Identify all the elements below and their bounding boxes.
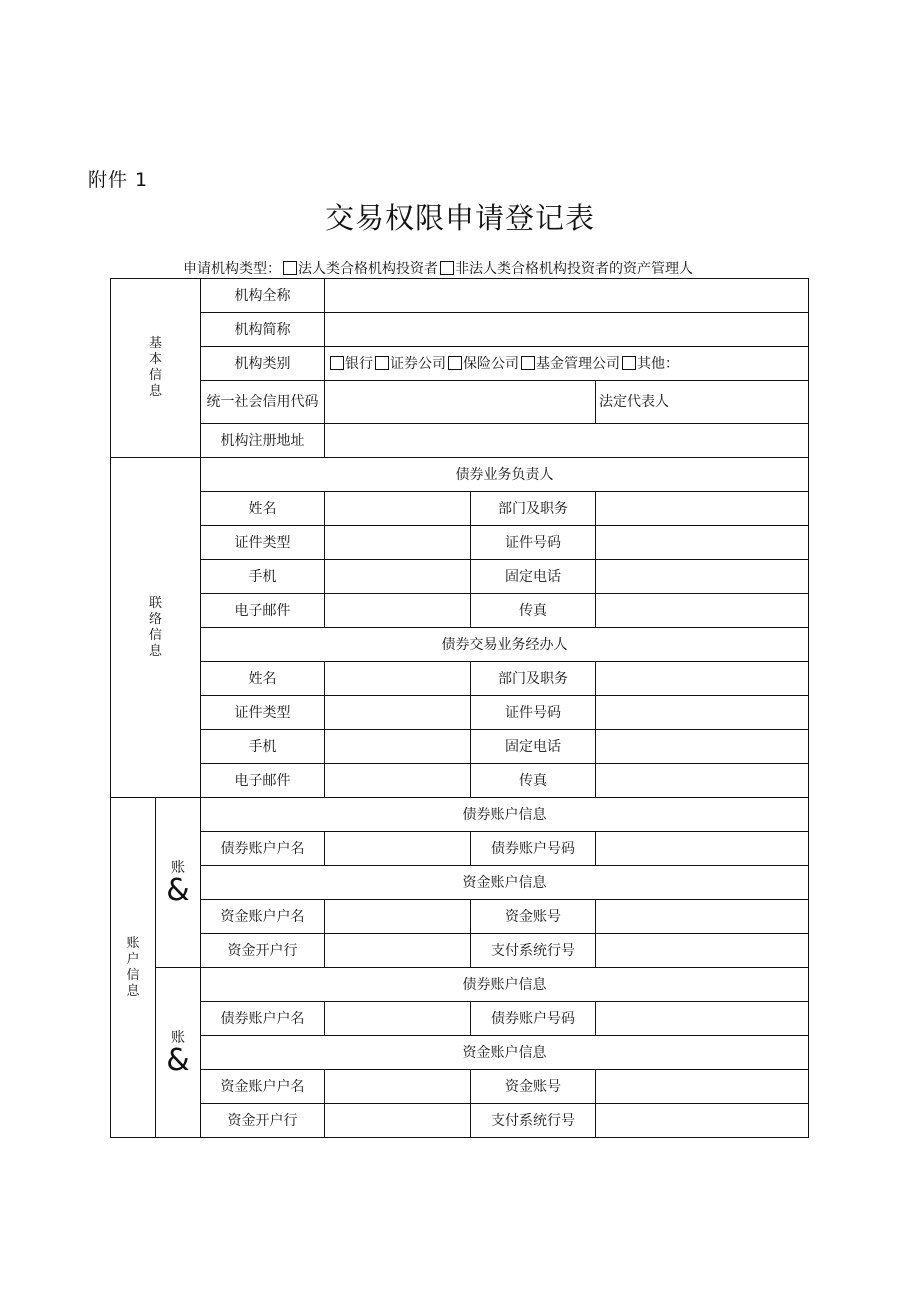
label-name: 姓名 xyxy=(201,662,325,696)
label-fax: 传真 xyxy=(471,594,596,628)
field-bond-account-no-2[interactable] xyxy=(596,1002,809,1036)
field-op-dept[interactable] xyxy=(596,662,809,696)
operator-title: 债券交易业务经办人 xyxy=(201,628,809,662)
field-bank-2[interactable] xyxy=(325,1104,471,1138)
fund-account-title: 资金账户信息 xyxy=(201,1036,809,1070)
label-short-name: 机构简称 xyxy=(201,313,325,347)
field-address[interactable] xyxy=(325,424,809,458)
label-email: 电子邮件 xyxy=(201,594,325,628)
field-op-name[interactable] xyxy=(325,662,471,696)
field-op-id-type[interactable] xyxy=(325,696,471,730)
label-dept: 部门及职务 xyxy=(471,662,596,696)
label-bond-account-no: 债券账户号码 xyxy=(471,832,596,866)
section-account-info: 账户信息 xyxy=(111,798,156,1138)
label-id-type: 证件类型 xyxy=(201,696,325,730)
field-category xyxy=(325,347,809,381)
label-legal-rep: 法定代表人 xyxy=(596,381,809,424)
label-bond-account-name: 债券账户户名 xyxy=(201,832,325,866)
label-payment-no: 支付系统行号 xyxy=(471,934,596,968)
field-op-email[interactable] xyxy=(325,764,471,798)
field-op-phone[interactable] xyxy=(596,730,809,764)
field-fund-account-name-1[interactable] xyxy=(325,900,471,934)
application-form-table xyxy=(110,278,809,1138)
bond-account-title: 债券账户信息 xyxy=(201,798,809,832)
field-resp-mobile[interactable] xyxy=(325,560,471,594)
label-payment-no: 支付系统行号 xyxy=(471,1104,596,1138)
checkbox-fund[interactable] xyxy=(521,356,535,370)
checkbox-securities[interactable] xyxy=(375,356,389,370)
label-id-no: 证件号码 xyxy=(471,696,596,730)
label-fund-account-no: 资金账号 xyxy=(471,1070,596,1104)
fund-account-title: 资金账户信息 xyxy=(201,866,809,900)
application-type-line xyxy=(183,258,693,278)
label-bond-account-no: 债券账户号码 xyxy=(471,1002,596,1036)
label-dept: 部门及职务 xyxy=(471,492,596,526)
field-fund-account-no-2[interactable] xyxy=(596,1070,809,1104)
field-fund-account-name-2[interactable] xyxy=(325,1070,471,1104)
label-bank: 资金开户行 xyxy=(201,934,325,968)
option-nonlegal-manager: 非法人类合格机构投资者的资产管理人 xyxy=(455,261,693,277)
option-insurance: 保险公司 xyxy=(463,355,519,372)
option-legal-investor: 法人类合格机构投资者 xyxy=(298,261,438,277)
field-op-fax[interactable] xyxy=(596,764,809,798)
field-bond-account-name-1[interactable] xyxy=(325,832,471,866)
field-resp-dept[interactable] xyxy=(596,492,809,526)
label-id-type: 证件类型 xyxy=(201,526,325,560)
field-resp-fax[interactable] xyxy=(596,594,809,628)
option-bank: 银行 xyxy=(345,355,373,372)
field-resp-id-no[interactable] xyxy=(596,526,809,560)
field-credit-code[interactable] xyxy=(325,381,596,424)
label-full-name: 机构全称 xyxy=(201,279,325,313)
label-fund-account-name: 资金账户户名 xyxy=(201,900,325,934)
label-mobile: 手机 xyxy=(201,560,325,594)
checkbox-other[interactable] xyxy=(622,356,636,370)
field-short-name[interactable] xyxy=(325,313,809,347)
field-fund-account-no-1[interactable] xyxy=(596,900,809,934)
responsible-person-title: 债券业务负责人 xyxy=(201,458,809,492)
label-fund-account-name: 资金账户户名 xyxy=(201,1070,325,1104)
field-op-id-no[interactable] xyxy=(596,696,809,730)
option-fund: 基金管理公司 xyxy=(536,355,620,372)
label-category: 机构类别 xyxy=(201,347,325,381)
field-op-mobile[interactable] xyxy=(325,730,471,764)
label-bond-account-name: 债券账户户名 xyxy=(201,1002,325,1036)
attachment-label: 附件 1 xyxy=(88,169,149,191)
checkbox-insurance[interactable] xyxy=(448,356,462,370)
checkbox-legal-investor[interactable] xyxy=(283,261,297,275)
label-phone: 固定电话 xyxy=(471,730,596,764)
field-resp-email[interactable] xyxy=(325,594,471,628)
field-full-name[interactable] xyxy=(325,279,809,313)
field-resp-name[interactable] xyxy=(325,492,471,526)
label-id-no: 证件号码 xyxy=(471,526,596,560)
account-group-1-label: 账 & xyxy=(156,798,201,968)
checkbox-nonlegal-manager[interactable] xyxy=(440,261,454,275)
checkbox-bank[interactable] xyxy=(330,356,344,370)
label-phone: 固定电话 xyxy=(471,560,596,594)
field-payment-no-2[interactable] xyxy=(596,1104,809,1138)
label-email: 电子邮件 xyxy=(201,764,325,798)
section-basic-info: 基本信息 xyxy=(111,279,201,458)
field-payment-no-1[interactable] xyxy=(596,934,809,968)
field-resp-id-type[interactable] xyxy=(325,526,471,560)
bond-account-title: 债券账户信息 xyxy=(201,968,809,1002)
label-fund-account-no: 资金账号 xyxy=(471,900,596,934)
account-group-2-label: 账 & xyxy=(156,968,201,1138)
field-bank-1[interactable] xyxy=(325,934,471,968)
label-mobile: 手机 xyxy=(201,730,325,764)
label-address: 机构注册地址 xyxy=(201,424,325,458)
option-securities: 证券公司 xyxy=(390,355,446,372)
label-fax: 传真 xyxy=(471,764,596,798)
label-credit-code: 统一社会信用代码 xyxy=(201,381,325,424)
section-contact-info: 联络信息 xyxy=(111,458,201,798)
field-resp-phone[interactable] xyxy=(596,560,809,594)
application-type-label: 申请机构类型： xyxy=(183,261,281,277)
field-bond-account-name-2[interactable] xyxy=(325,1002,471,1036)
option-other: 其他： xyxy=(637,355,679,372)
label-bank: 资金开户行 xyxy=(201,1104,325,1138)
form-title: 交易权限申请登记表 xyxy=(324,201,595,235)
field-bond-account-no-1[interactable] xyxy=(596,832,809,866)
label-name: 姓名 xyxy=(201,492,325,526)
